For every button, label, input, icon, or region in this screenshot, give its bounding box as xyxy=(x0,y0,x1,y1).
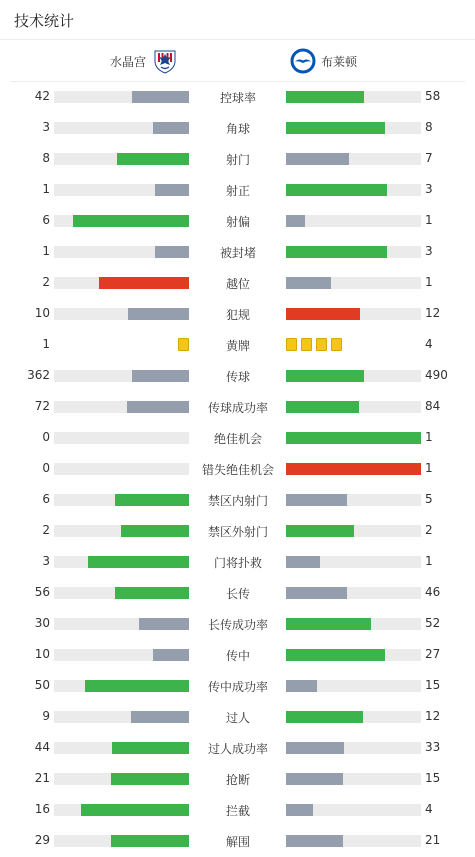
away-bar-track xyxy=(286,556,421,568)
away-value: 8 xyxy=(425,120,433,134)
yellow-card-icon xyxy=(316,338,327,351)
away-bar-fill xyxy=(286,556,320,568)
stat-label: 过人 xyxy=(225,711,250,725)
away-value: 1 xyxy=(425,430,433,444)
away-bar-fill xyxy=(286,153,349,165)
stat-label: 越位 xyxy=(225,277,250,291)
yellow-card-icon xyxy=(286,338,297,351)
yellow-card-icon xyxy=(301,338,312,351)
home-bar-fill xyxy=(88,556,189,568)
away-value: 3 xyxy=(425,182,433,196)
home-value: 29 xyxy=(34,833,50,847)
home-bar-track xyxy=(54,773,189,785)
away-bar-fill xyxy=(286,680,317,692)
home-value: 21 xyxy=(34,771,50,785)
stat-row xyxy=(0,794,475,825)
stat-row xyxy=(0,608,475,639)
away-bar-track xyxy=(286,215,421,227)
away-yellow-cards xyxy=(286,338,342,351)
home-bar-fill xyxy=(115,587,189,599)
away-value: 52 xyxy=(425,616,441,630)
home-bar-track xyxy=(54,649,189,661)
home-bar-track xyxy=(54,742,189,754)
away-value: 84 xyxy=(425,399,441,413)
home-value: 16 xyxy=(34,802,50,816)
stat-row xyxy=(0,143,475,174)
stat-label: 射偏 xyxy=(225,215,250,229)
away-bar-track xyxy=(286,370,421,382)
away-bar-track xyxy=(286,432,421,444)
away-bar-track xyxy=(286,494,421,506)
brighton-crest-icon xyxy=(290,48,316,74)
away-bar-fill xyxy=(286,618,371,630)
stat-label: 射门 xyxy=(225,153,250,167)
away-bar-track xyxy=(286,308,421,320)
home-value: 6 xyxy=(42,492,50,506)
home-bar-track xyxy=(54,835,189,847)
home-bar-fill xyxy=(153,649,189,661)
stat-label: 传中成功率 xyxy=(207,680,268,694)
away-value: 27 xyxy=(425,647,441,661)
stat-label: 解围 xyxy=(225,835,250,849)
away-bar-fill xyxy=(286,308,360,320)
stats-header xyxy=(0,0,475,40)
home-value: 56 xyxy=(34,585,50,599)
away-bar-track xyxy=(286,184,421,196)
home-value: 1 xyxy=(42,244,50,258)
home-bar-fill xyxy=(155,184,189,196)
home-bar-fill xyxy=(111,835,189,847)
home-value: 0 xyxy=(42,430,50,444)
away-team[interactable] xyxy=(290,48,357,74)
away-value: 2 xyxy=(425,523,433,537)
stat-label: 错失绝佳机会 xyxy=(201,463,274,477)
stat-label: 过人成功率 xyxy=(207,742,268,756)
stat-label: 长传 xyxy=(225,587,250,601)
away-value: 12 xyxy=(425,709,441,723)
away-bar-track xyxy=(286,804,421,816)
home-bar-fill xyxy=(132,91,189,103)
away-bar-fill xyxy=(286,463,421,475)
stat-row xyxy=(0,329,475,360)
home-bar-track xyxy=(54,184,189,196)
stat-row xyxy=(0,174,475,205)
home-value: 30 xyxy=(34,616,50,630)
home-bar-track xyxy=(54,246,189,258)
home-bar-fill xyxy=(128,308,189,320)
away-bar-fill xyxy=(286,122,385,134)
stat-label: 绝佳机会 xyxy=(213,432,262,446)
home-bar-track xyxy=(54,122,189,134)
home-team-name: 水晶宫 xyxy=(109,54,146,69)
away-bar-track xyxy=(286,246,421,258)
home-bar-track xyxy=(54,91,189,103)
stat-row xyxy=(0,484,475,515)
home-value: 10 xyxy=(34,647,50,661)
home-bar-track xyxy=(54,587,189,599)
home-bar-fill xyxy=(73,215,189,227)
home-bar-fill xyxy=(111,773,189,785)
away-bar-fill xyxy=(286,91,364,103)
home-bar-track xyxy=(54,308,189,320)
home-bar-track xyxy=(54,525,189,537)
stat-row xyxy=(0,546,475,577)
home-bar-fill xyxy=(81,804,189,816)
away-bar-fill xyxy=(286,370,364,382)
away-bar-track xyxy=(286,153,421,165)
away-bar-fill xyxy=(286,742,344,754)
home-value: 42 xyxy=(34,89,50,103)
away-bar-fill xyxy=(286,649,385,661)
stat-row xyxy=(0,701,475,732)
home-bar-track xyxy=(54,215,189,227)
home-value: 2 xyxy=(42,275,50,289)
stat-label: 禁区内射门 xyxy=(207,494,268,508)
away-value: 4 xyxy=(425,337,433,351)
home-bar-track xyxy=(54,370,189,382)
home-yellow-cards xyxy=(178,338,189,351)
away-bar-track xyxy=(286,277,421,289)
home-team[interactable] xyxy=(110,48,178,74)
away-value: 15 xyxy=(425,678,441,692)
home-value: 1 xyxy=(42,337,50,351)
stat-row xyxy=(0,267,475,298)
away-bar-track xyxy=(286,401,421,413)
away-bar-track xyxy=(286,742,421,754)
crystal-palace-crest-icon xyxy=(152,48,178,74)
home-bar-fill xyxy=(121,525,189,537)
stat-label: 犯规 xyxy=(225,308,250,322)
stat-label: 传中 xyxy=(225,649,250,663)
away-bar-fill xyxy=(286,773,343,785)
away-value: 7 xyxy=(425,151,433,165)
home-bar-track xyxy=(54,711,189,723)
stat-label: 被封堵 xyxy=(219,246,256,260)
stat-row xyxy=(0,577,475,608)
home-bar-fill xyxy=(153,122,189,134)
home-bar-fill xyxy=(132,370,189,382)
stat-row xyxy=(0,298,475,329)
away-value: 5 xyxy=(425,492,433,506)
stat-row xyxy=(0,453,475,484)
home-bar-fill xyxy=(117,153,189,165)
stat-row xyxy=(0,81,475,112)
home-bar-track xyxy=(54,277,189,289)
away-team-name: 布莱顿 xyxy=(321,54,358,69)
home-bar-track xyxy=(54,401,189,413)
home-value: 8 xyxy=(42,151,50,165)
home-value: 50 xyxy=(34,678,50,692)
away-bar-fill xyxy=(286,215,305,227)
home-bar-fill xyxy=(127,401,189,413)
stat-label: 传球 xyxy=(225,370,250,384)
away-value: 33 xyxy=(425,740,441,754)
stat-row xyxy=(0,112,475,143)
away-value: 12 xyxy=(425,306,441,320)
away-bar-track xyxy=(286,525,421,537)
stat-row xyxy=(0,205,475,236)
home-value: 2 xyxy=(42,523,50,537)
stat-label: 传球成功率 xyxy=(207,401,268,415)
away-value: 490 xyxy=(425,368,448,382)
home-bar-track xyxy=(54,618,189,630)
home-value: 72 xyxy=(34,399,50,413)
away-bar-track xyxy=(286,587,421,599)
away-bar-fill xyxy=(286,432,421,444)
stat-row xyxy=(0,639,475,670)
away-bar-track xyxy=(286,618,421,630)
yellow-card-icon xyxy=(178,338,189,351)
home-value: 10 xyxy=(34,306,50,320)
stat-label: 控球率 xyxy=(219,91,256,105)
yellow-card-icon xyxy=(331,338,342,351)
stat-label: 射正 xyxy=(225,184,250,198)
page-title: 技术统计 xyxy=(14,12,75,30)
away-value: 3 xyxy=(425,244,433,258)
away-value: 1 xyxy=(425,213,433,227)
away-bar-fill xyxy=(286,804,313,816)
home-value: 3 xyxy=(42,554,50,568)
home-bar-track xyxy=(54,463,189,475)
stat-label: 抢断 xyxy=(225,773,250,787)
home-bar-fill xyxy=(115,494,189,506)
away-bar-track xyxy=(286,711,421,723)
home-bar-fill xyxy=(155,246,189,258)
stat-row xyxy=(0,825,475,856)
away-bar-fill xyxy=(286,835,343,847)
away-value: 15 xyxy=(425,771,441,785)
away-value: 58 xyxy=(425,89,441,103)
home-value: 9 xyxy=(42,709,50,723)
away-bar-track xyxy=(286,649,421,661)
home-bar-track xyxy=(54,680,189,692)
home-bar-track xyxy=(54,556,189,568)
away-value: 4 xyxy=(425,802,433,816)
stat-row xyxy=(0,670,475,701)
stats-list xyxy=(0,81,475,856)
home-bar-track xyxy=(54,153,189,165)
away-bar-track xyxy=(286,773,421,785)
home-value: 3 xyxy=(42,120,50,134)
home-bar-fill xyxy=(112,742,189,754)
stat-row xyxy=(0,732,475,763)
stat-row xyxy=(0,763,475,794)
away-value: 46 xyxy=(425,585,441,599)
away-bar-fill xyxy=(286,525,354,537)
home-bar-fill xyxy=(85,680,189,692)
away-bar-fill xyxy=(286,401,359,413)
away-value: 1 xyxy=(425,554,433,568)
stat-row xyxy=(0,391,475,422)
home-bar-track xyxy=(54,804,189,816)
home-bar-track xyxy=(54,494,189,506)
home-value: 44 xyxy=(34,740,50,754)
stat-label: 门将扑救 xyxy=(213,556,262,570)
away-bar-fill xyxy=(286,711,363,723)
home-bar-fill xyxy=(139,618,189,630)
home-value: 362 xyxy=(27,368,50,382)
teams-bar xyxy=(10,40,465,82)
away-value: 1 xyxy=(425,461,433,475)
stat-label: 拦截 xyxy=(225,804,250,818)
home-bar-fill xyxy=(99,277,189,289)
home-value: 6 xyxy=(42,213,50,227)
stat-label: 角球 xyxy=(225,122,250,136)
home-value: 0 xyxy=(42,461,50,475)
home-bar-track xyxy=(54,432,189,444)
stat-row xyxy=(0,360,475,391)
home-bar-fill xyxy=(131,711,189,723)
away-value: 1 xyxy=(425,275,433,289)
away-bar-track xyxy=(286,680,421,692)
away-bar-track xyxy=(286,91,421,103)
away-bar-fill xyxy=(286,246,387,258)
away-bar-fill xyxy=(286,277,331,289)
away-bar-track xyxy=(286,463,421,475)
home-value: 1 xyxy=(42,182,50,196)
stat-row xyxy=(0,236,475,267)
stat-label: 长传成功率 xyxy=(207,618,268,632)
away-bar-track xyxy=(286,835,421,847)
away-bar-fill xyxy=(286,184,387,196)
away-bar-track xyxy=(286,122,421,134)
away-bar-fill xyxy=(286,587,347,599)
away-value: 21 xyxy=(425,833,441,847)
stat-row xyxy=(0,515,475,546)
stat-label: 禁区外射门 xyxy=(207,525,268,539)
away-bar-fill xyxy=(286,494,347,506)
stat-row xyxy=(0,422,475,453)
stat-label: 黄牌 xyxy=(225,339,250,353)
